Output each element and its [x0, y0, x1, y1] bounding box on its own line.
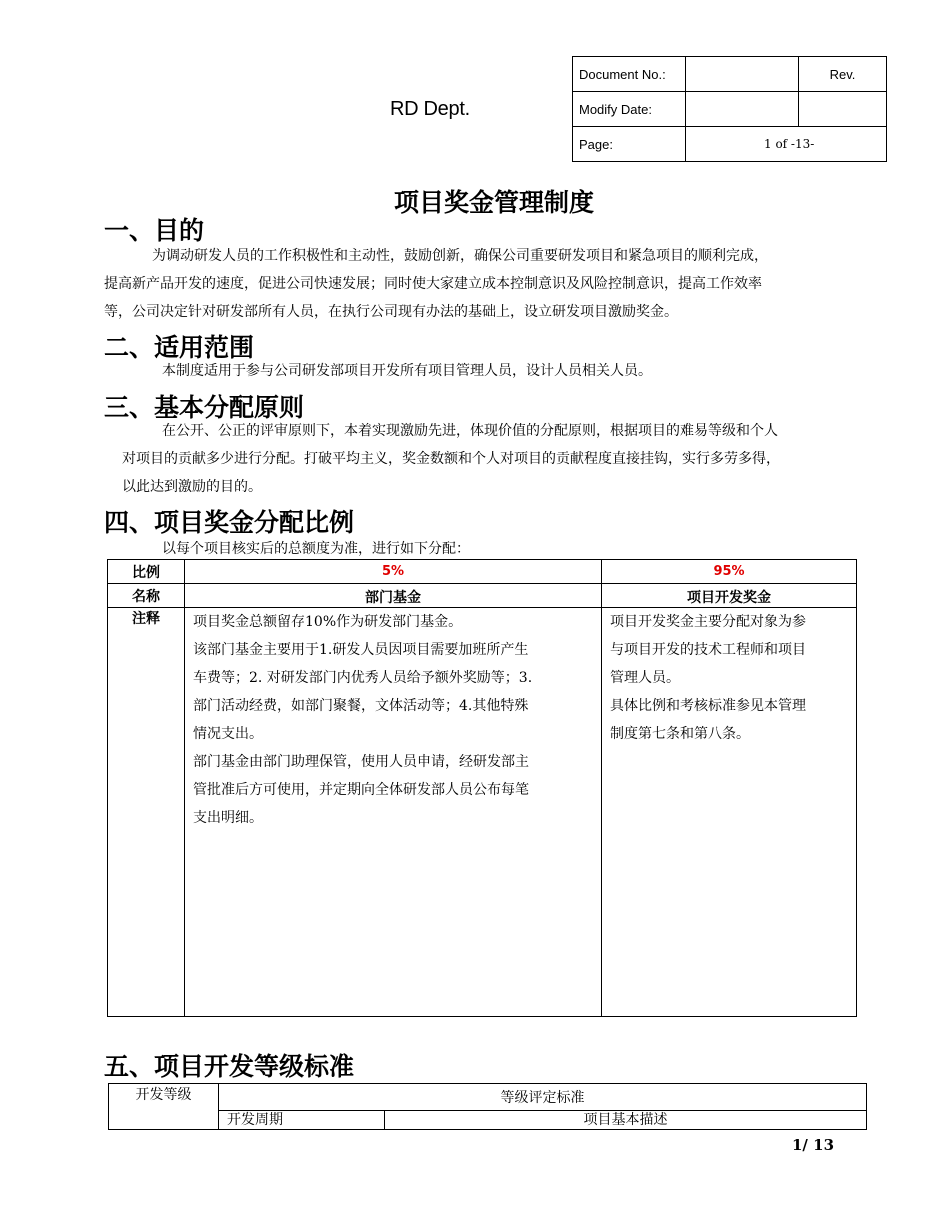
development-level-table — [108, 1083, 867, 1130]
section-4-intro: 以每个项目核实后的总额度为准，进行如下分配： — [162, 541, 470, 557]
project-note-line: 管理人员。 — [610, 670, 680, 686]
project-note-line: 制度第七条和第八条。 — [610, 726, 750, 742]
project-note-line: 与项目开发的技术工程师和项目 — [610, 642, 806, 658]
name-label: 名称 — [108, 584, 185, 608]
section-3-line: 以此达到激励的目的。 — [122, 479, 262, 495]
level-col-header: 开发等级 — [109, 1084, 219, 1130]
dept-note-line: 部门活动经费，如部门聚餐，文体活动等；4.其他特殊 — [193, 698, 529, 714]
doc-no-value — [686, 57, 799, 92]
note-label-text: 注释 — [132, 611, 160, 627]
dept-fund-name: 部门基金 — [185, 584, 602, 608]
section-1-heading: 一、目的 — [104, 216, 205, 245]
section-4-heading: 四、项目奖金分配比例 — [104, 508, 355, 537]
section-1-line: 为调动研发人员的工作积极性和主动性，鼓励创新，确保公司重要研发项目和紧急项目的顺利完成， — [152, 248, 768, 264]
document-info-table — [572, 56, 887, 162]
dept-note-line: 车费等；2. 对研发部门内优秀人员给予额外奖励等；3. — [193, 670, 533, 686]
section-5-heading: 五、项目开发等级标准 — [104, 1052, 355, 1081]
project-bonus-name: 项目开发奖金 — [602, 584, 857, 608]
document-title: 项目奖金管理制度 — [393, 188, 594, 217]
modify-date-value — [686, 92, 799, 127]
dept-note-line: 部门基金由部门助理保管，使用人员申请，经研发部主 — [193, 754, 529, 770]
page-number: 1/ 13 — [792, 1136, 835, 1154]
dept-fund-ratio: 5% — [185, 560, 602, 584]
dept-note-line: 情况支出。 — [193, 726, 263, 742]
section-1-line: 提高新产品开发的速度，促进公司快速发展；同时使大家建立成本控制意识及风险控制意识，提高工作效率 — [104, 276, 762, 292]
dept-fund-notes — [185, 608, 602, 1017]
dept-note-line: 该部门基金主要用于1.研发人员因项目需要加班所产生 — [193, 642, 529, 658]
project-bonus-notes — [602, 608, 857, 1017]
bonus-distribution-table — [107, 559, 857, 1017]
project-note-line: 具体比例和考核标准参见本管理 — [610, 698, 806, 714]
description-col-header: 项目基本描述 — [385, 1111, 867, 1130]
doc-no-label: Document No.: — [573, 57, 686, 92]
dept-note-line: 项目奖金总额留存10%作为研发部门基金。 — [193, 614, 463, 630]
cycle-col-header: 开发周期 — [219, 1111, 385, 1130]
rev-label: Rev. — [799, 57, 887, 92]
dept-note-line: 支出明细。 — [193, 810, 263, 826]
project-bonus-ratio: 95% — [602, 560, 857, 584]
section-3-line: 对项目的贡献多少进行分配。打破平均主义，奖金数额和个人对项目的贡献程度直接挂钩，实行多劳多得， — [122, 451, 780, 467]
section-1-line: 等，公司决定针对研发部所有人员，在执行公司现有办法的基础上，设立研发项目激励奖金。 — [104, 304, 678, 320]
note-label — [108, 608, 185, 1017]
section-3-line: 在公开、公正的评审原则下，本着实现激励先进，体现价值的分配原则，根据项目的难易等级和个人 — [162, 423, 778, 439]
section-3-heading: 三、基本分配原则 — [104, 393, 305, 422]
dept-note-line: 管批准后方可使用，并定期向全体研发部人员公布每笔 — [193, 782, 529, 798]
modify-date-label: Modify Date: — [573, 92, 686, 127]
page-label: Page: — [573, 127, 686, 162]
project-note-line: 项目开发奖金主要分配对象为参 — [610, 614, 806, 630]
page-value: 1 of -13- — [686, 127, 887, 162]
section-2-heading: 二、适用范围 — [104, 333, 255, 362]
ratio-label: 比例 — [108, 560, 185, 584]
rev-value — [799, 92, 887, 127]
section-2-line: 本制度适用于参与公司研发部项目开发所有项目管理人员，设计人员相关人员。 — [162, 363, 652, 379]
criteria-col-header: 等级评定标准 — [219, 1084, 867, 1111]
department-name: RD Dept. — [390, 98, 470, 120]
